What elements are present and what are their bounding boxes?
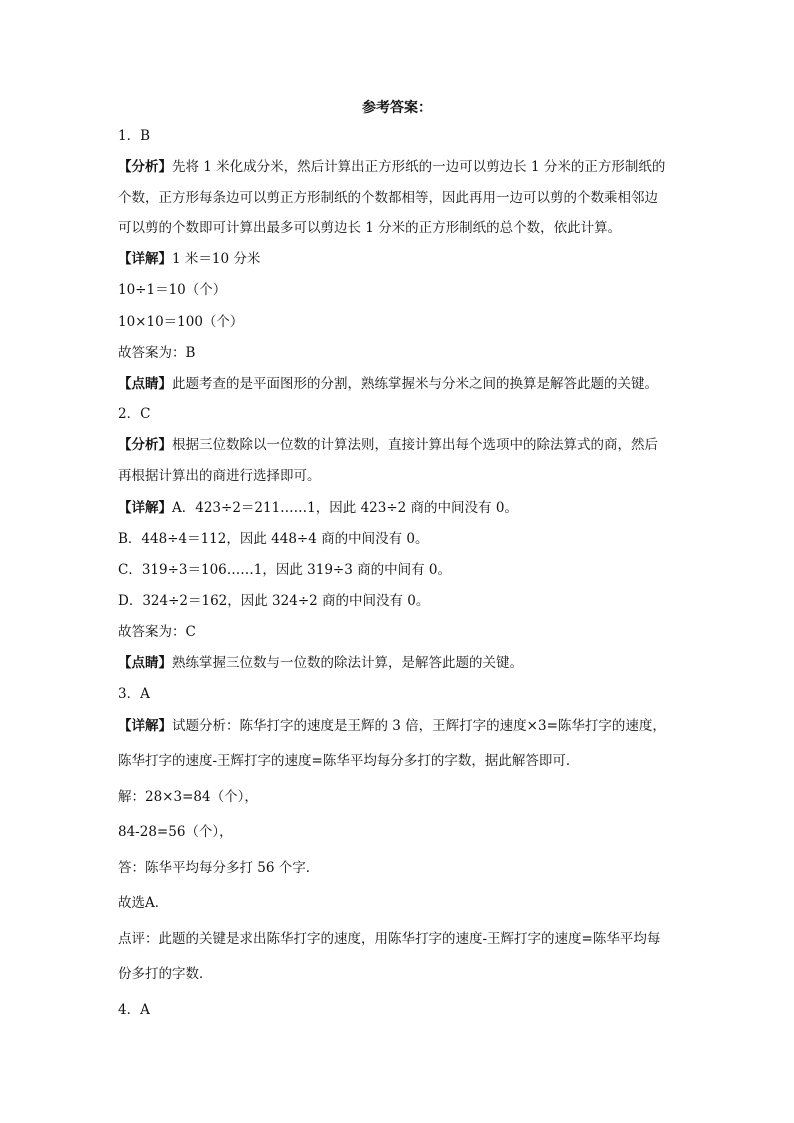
- detail-tag: 【详解】: [118, 500, 172, 516]
- q1-analysis-text: 先将 1 米化成分米，然后计算出正方形纸的一边可以剪边长 1 分米的正方形制纸的: [172, 159, 666, 175]
- q3-detail-text: 试题分析：陈华打字的速度是王辉的 3 倍，王辉打字的速度×3=陈华打字的速度，: [172, 718, 666, 734]
- q1-number: 1．B: [118, 128, 151, 144]
- q3-detail-line-2: 陈华打字的速度-王辉打字的速度=陈华平均每分多打的字数，据此解答即可．: [118, 753, 580, 769]
- q4-number: 4．A: [118, 1002, 150, 1018]
- q1-answer: 故答案为：B: [118, 345, 196, 361]
- q2-analysis-text: 根据三位数除以一位数的计算法则，直接计算出每个选项中的除法算式的商，然后: [172, 437, 658, 453]
- q1-comment-line: [118, 374, 688, 394]
- q3-reply: 答：陈华平均每分多打 56 个字．: [118, 860, 320, 876]
- detail-tag: 【详解】: [118, 718, 172, 734]
- comment-tag: 【点睛】: [118, 655, 172, 671]
- q2-analysis-line-1: [118, 435, 688, 455]
- q2-comment-text: 熟练掌握三位数与一位数的除法计算，是解答此题的关键。: [172, 655, 523, 671]
- q3-comment-line-1: 点评：此题的关键是求出陈华打字的速度，用陈华打字的速度-王辉打字的速度=陈华平均每: [118, 931, 661, 947]
- q3-detail-line-1: [118, 716, 688, 736]
- q3-number: 3．A: [118, 686, 150, 702]
- analysis-tag: 【分析】: [118, 437, 172, 453]
- q2-detail-a: [118, 498, 688, 518]
- q2-detail-a-text: A．423÷2＝211……1，因此 423÷2 商的中间没有 0。: [172, 500, 518, 516]
- q2-analysis-line-2: 再根据计算出的商进行选择即可。: [118, 468, 321, 484]
- page-title: 参考答案：: [362, 100, 432, 116]
- detail-tag: 【详解】: [118, 251, 172, 267]
- q2-detail-c: C．319÷3＝106……1，因此 319÷3 商的中间有 0。: [118, 562, 451, 578]
- analysis-tag: 【分析】: [118, 159, 172, 175]
- q3-comment-line-2: 份多打的字数．: [118, 966, 213, 982]
- q2-detail-d: D．324÷2＝162，因此 324÷2 商的中间没有 0。: [118, 593, 430, 609]
- q2-comment-line: [118, 653, 688, 673]
- q1-comment-text: 此题考查的是平面图形的分割，熟练掌握米与分米之间的换算是解答此题的关键。: [172, 376, 658, 392]
- q1-detail-line: [118, 249, 688, 269]
- q2-detail-b: B．448÷4＝112，因此 448÷4 商的中间没有 0。: [118, 531, 429, 547]
- q1-analysis-line-1: [118, 157, 688, 177]
- q1-analysis-line-3: 可以剪的个数即可计算出最多可以剪边长 1 分米的正方形制纸的总个数，依此计算。: [118, 220, 622, 236]
- q1-calc-2: 10×10＝100（个）: [118, 314, 244, 330]
- q2-number: 2．C: [118, 406, 151, 422]
- q3-solve-1: 解：28×3=84（个），: [118, 789, 258, 805]
- q1-calc-1: 10÷1＝10（个）: [118, 282, 227, 298]
- q3-choice: 故选A．: [118, 895, 169, 911]
- q3-solve-2: 84-28=56（个），: [118, 824, 233, 840]
- q1-detail-text: 1 米＝10 分米: [172, 251, 261, 267]
- comment-tag: 【点睛】: [118, 376, 172, 392]
- q2-answer: 故答案为：C: [118, 624, 196, 640]
- q1-analysis-line-2: 个数，正方形每条边可以剪正方形制纸的个数都相等，因此再用一边可以剪的个数乘相邻边: [118, 190, 658, 206]
